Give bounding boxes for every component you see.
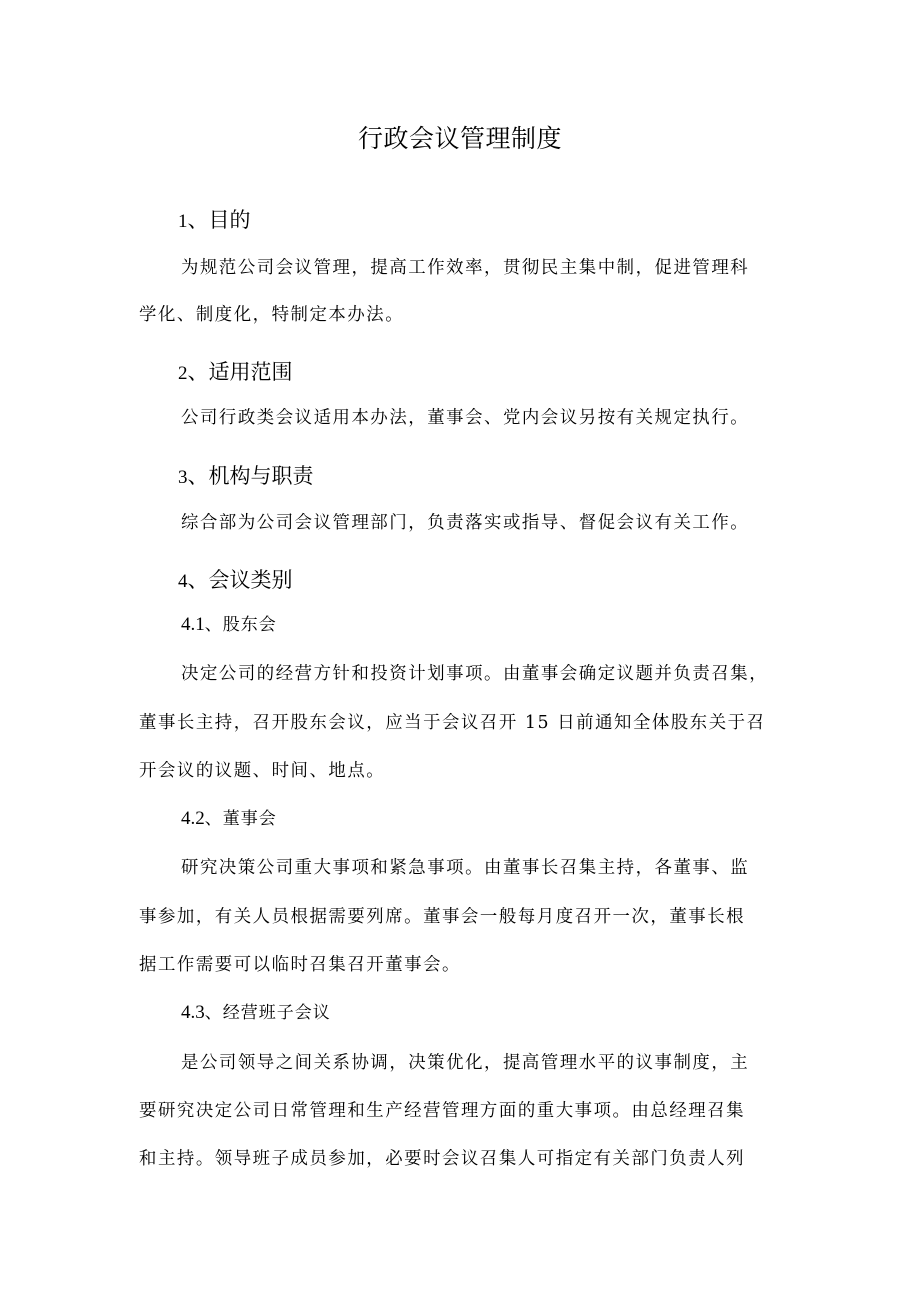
paragraph-line: 要研究决定公司日常管理和生产经营管理方面的重大事项。由总经理召集 xyxy=(139,1101,746,1121)
subsection-number: 4.3 xyxy=(181,1002,205,1023)
paragraph-line: 董事长主持，召开股东会议，应当于会议召开 15 日前通知全体股东关于召 xyxy=(139,713,766,733)
paragraph-line: 为规范公司会议管理，提高工作效率，贯彻民主集中制，促进管理科 xyxy=(181,258,750,278)
subsection-number: 4.2 xyxy=(181,808,205,829)
document-title: 行政会议管理制度 xyxy=(357,124,562,153)
subsection-title: 、股东会 xyxy=(204,615,277,635)
section-heading-meeting-types xyxy=(178,565,293,597)
section-heading-organization xyxy=(178,461,314,493)
subsection-title: 、董事会 xyxy=(204,809,277,829)
subsection-number: 4.1 xyxy=(181,614,205,635)
paragraph-line: 综合部为公司会议管理部门，负责落实或指导、督促会议有关工作。 xyxy=(181,513,750,533)
paragraph-line: 学化、制度化，特制定本办法。 xyxy=(139,305,405,325)
subsection-heading-shareholders xyxy=(181,612,277,638)
paragraph-line: 是公司领导之间关系协调，决策优化，提高管理水平的议事制度，主 xyxy=(181,1053,750,1073)
section-title: 、目的 xyxy=(187,208,251,232)
subsection-heading-board xyxy=(181,806,277,832)
section-number: 4 xyxy=(178,571,188,592)
paragraph-line: 据工作需要可以临时召集召开董事会。 xyxy=(139,955,461,975)
paragraph-line: 开会议的议题、时间、地点。 xyxy=(139,761,386,781)
paragraph-line: 事参加，有关人员根据需要列席。董事会一般每月度召开一次，董事长根 xyxy=(139,907,746,927)
section-number: 2 xyxy=(178,363,188,384)
section-title: 、适用范围 xyxy=(187,360,293,384)
paragraph-line: 和主持。领导班子成员参加，必要时会议召集人可指定有关部门负责人列 xyxy=(139,1149,746,1169)
subsection-heading-management xyxy=(181,1000,331,1026)
subsection-title: 、经营班子会议 xyxy=(204,1003,331,1023)
section-title: 、机构与职责 xyxy=(187,464,314,488)
section-title: 、会议类别 xyxy=(187,568,293,592)
section-number: 1 xyxy=(178,211,188,232)
section-heading-purpose xyxy=(178,205,251,237)
paragraph-line: 研究决策公司重大事项和紧急事项。由董事长召集主持，各董事、监 xyxy=(181,858,750,878)
section-heading-scope xyxy=(178,357,293,389)
section-number: 3 xyxy=(178,467,188,488)
paragraph-line: 公司行政类会议适用本办法，董事会、党内会议另按有关规定执行。 xyxy=(181,408,750,428)
paragraph-line: 决定公司的经营方针和投资计划事项。由董事会确定议题并负责召集， xyxy=(181,664,769,684)
